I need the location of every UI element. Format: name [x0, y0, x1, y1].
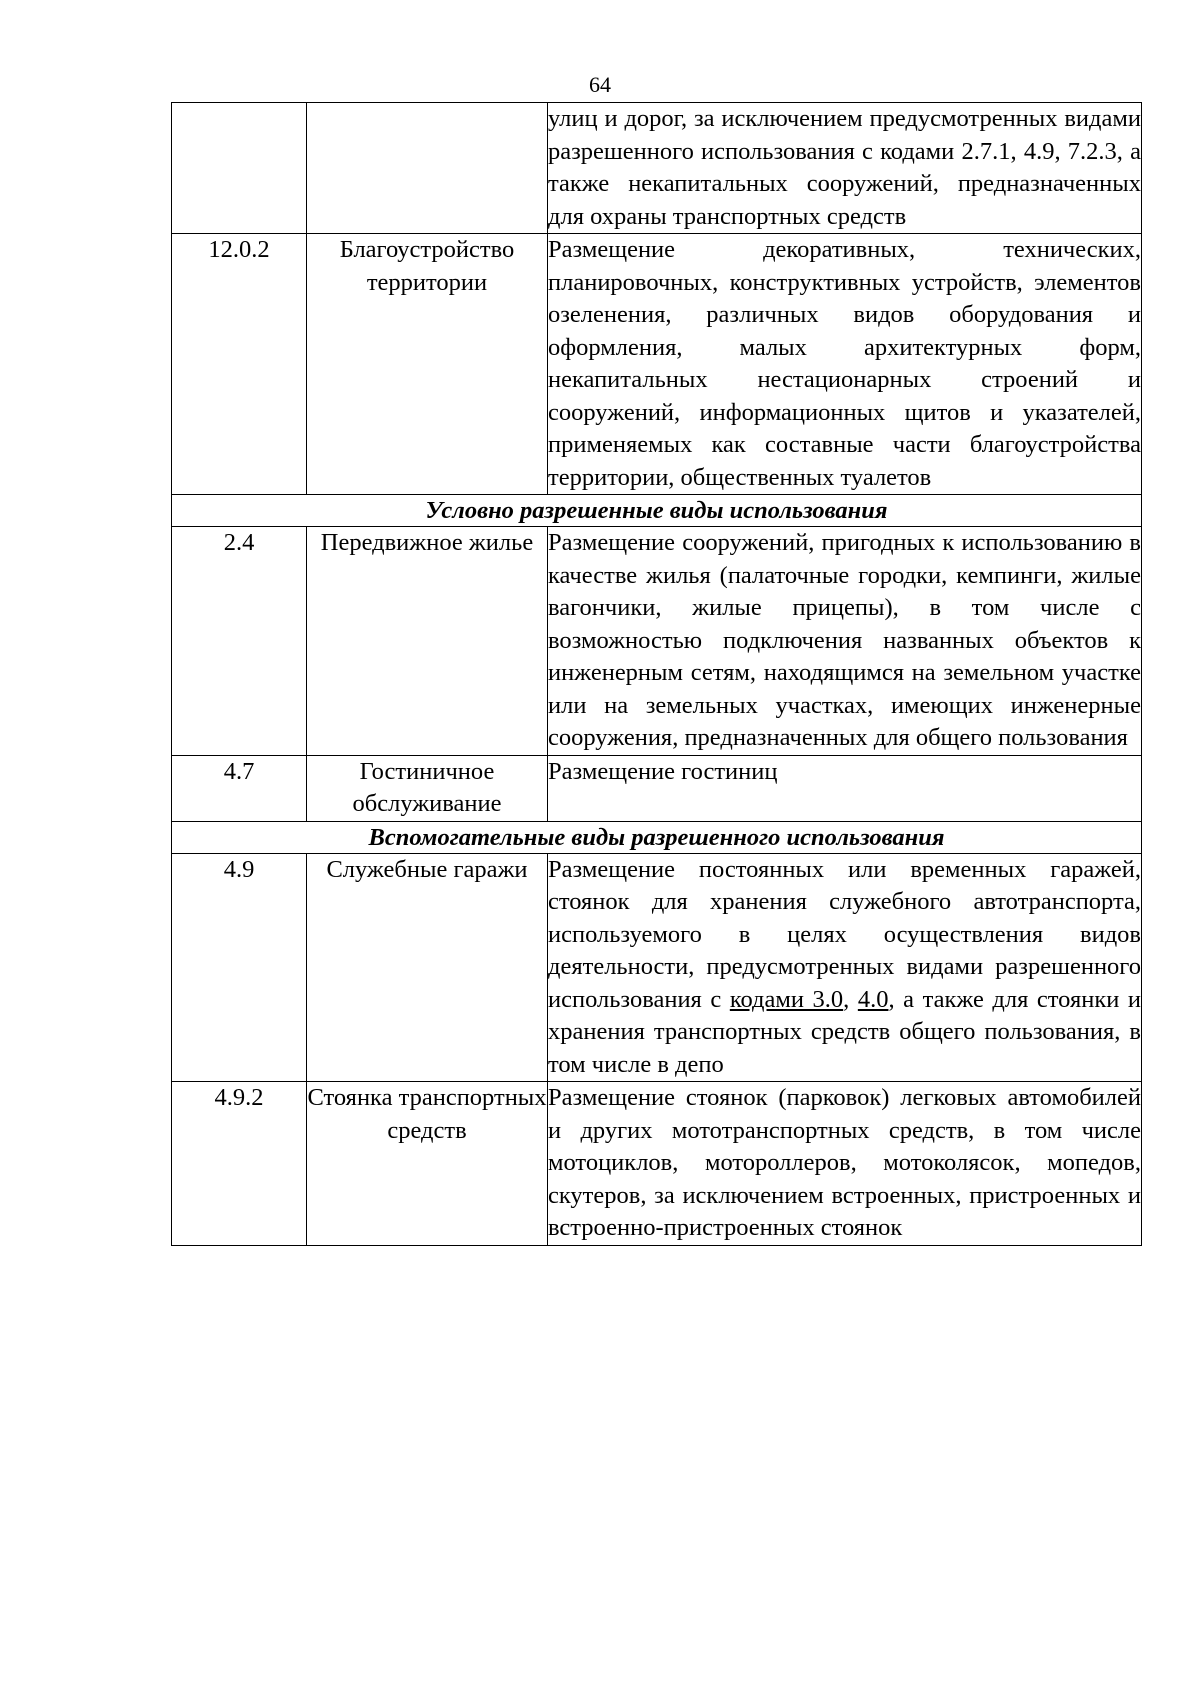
- section-header-row: [172, 495, 1142, 527]
- description-separator: ,: [843, 985, 858, 1013]
- code-cell: 2.4: [172, 527, 307, 756]
- section-title-conditional: Условно разрешенные виды использования: [172, 495, 1142, 527]
- section-header-row: [172, 821, 1142, 853]
- name-cell: Служебные гаражи: [307, 853, 548, 1082]
- description-cell: Размещение гостиниц: [548, 755, 1142, 821]
- name-cell: Стоянка транспортных средств: [307, 1082, 548, 1246]
- code-cell: 12.0.2: [172, 234, 307, 495]
- name-cell: Гостиничное обслуживание: [307, 755, 548, 821]
- code-cell: 4.7: [172, 755, 307, 821]
- table-row: [172, 103, 1142, 234]
- name-cell: Передвижное жилье: [307, 527, 548, 756]
- description-cell: Размещение стоянок (парковок) легковых автомобилей и других мототранспортных средств, в том числе мотоциклов, мотороллеров, мотоколясок, мопедов, скутеров, за исключением встроенных, пристроенных и встроенно-пристроенных стоянок: [548, 1082, 1142, 1246]
- table-row: [172, 527, 1142, 756]
- table-row: [172, 755, 1142, 821]
- land-use-table: [171, 102, 1142, 1246]
- code-cell: [172, 103, 307, 234]
- section-title-auxiliary: Вспомогательные виды разрешенного использования: [172, 821, 1142, 853]
- code-cell: 4.9.2: [172, 1082, 307, 1246]
- table-row: [172, 853, 1142, 1082]
- name-cell: [307, 103, 548, 234]
- description-text: , а также для стоянки и хранения транспортных средств общего пользования, в том числе в депо: [548, 985, 1141, 1078]
- code-cell: 4.9: [172, 853, 307, 1082]
- description-cell: Размещение сооружений, пригодных к использованию в качестве жилья (палаточные городки, кемпинги, жилые вагончики, жилые прицепы), в том числе с возможностью подключения названных объектов к инженерным сетям, находящимся на земельном участке или на земельных участках, имеющих инженерные сооружения, предназначенных для общего пользования: [548, 527, 1142, 756]
- table-row: [172, 234, 1142, 495]
- description-cell: Размещение декоративных, технических, планировочных, конструктивных устройств, элементов озеленения, различных видов оборудования и оформления, малых архитектурных форм, некапитальных нестационарных строений и сооружений, информационных щитов и указателей, применяемых как составные части благоустройства территории, общественных туалетов: [548, 234, 1142, 495]
- table-row: [172, 1082, 1142, 1246]
- description-text: Размещение постоянных или временных гаражей, стоянок для хранения служебного автотранспорта, используемого в целях осуществления видов деятельности, предусмотренных видами разрешенного использования с: [548, 855, 1141, 1013]
- code-link-4-0[interactable]: 4.0: [857, 985, 889, 1013]
- name-cell: Благоустройство территории: [307, 234, 548, 495]
- page-number: 64: [589, 72, 611, 97]
- code-link-3-0[interactable]: кодами 3.0: [729, 985, 844, 1013]
- description-cell: [548, 853, 1142, 1082]
- description-cell: улиц и дорог, за исключением предусмотренных видами разрешенного использования с кодами 2.7.1, 4.9, 7.2.3, а также некапитальных сооружений, предназначенных для охраны транспортных средств: [548, 103, 1142, 234]
